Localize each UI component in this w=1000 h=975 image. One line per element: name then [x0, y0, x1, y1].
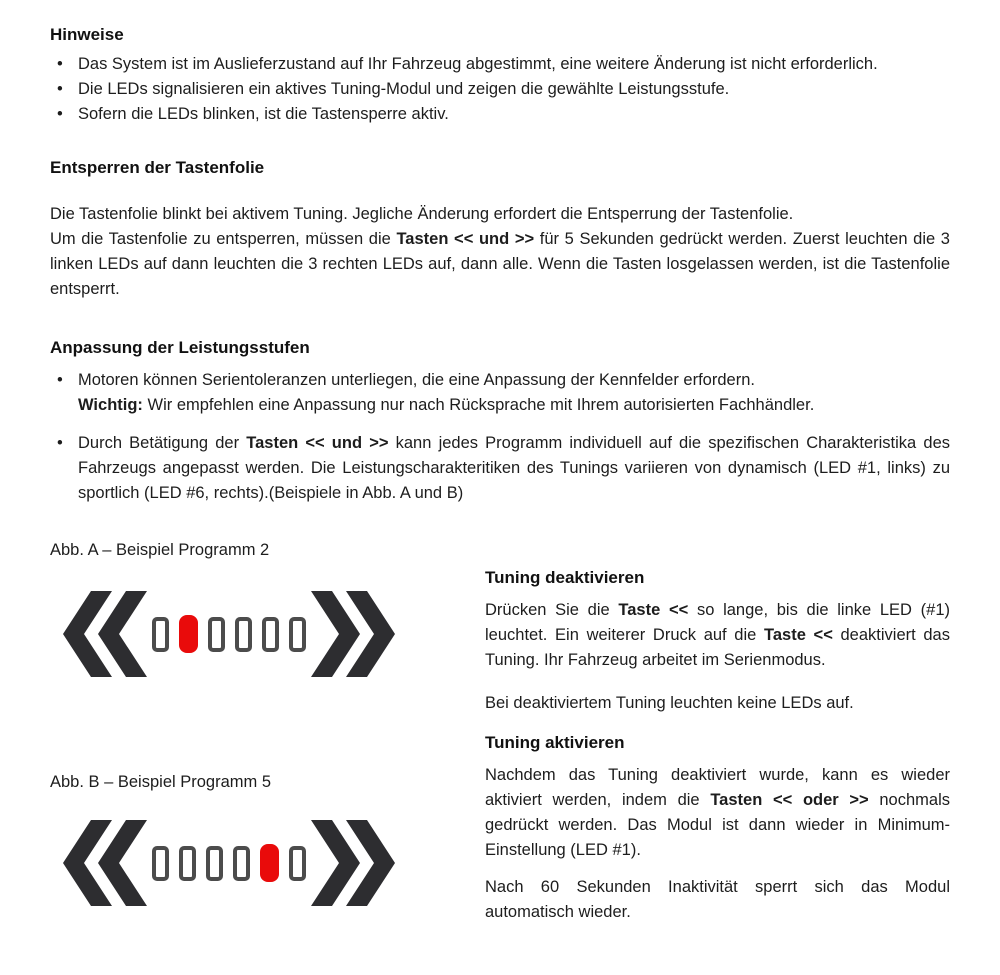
led-off	[208, 617, 225, 652]
section-title-tuning-deaktivieren: Tuning deaktivieren	[485, 568, 645, 587]
aktivieren-note: Nach 60 Sekunden Inaktivität sperrt sich das Modul automatisch wieder.	[485, 878, 950, 921]
led-active	[179, 615, 198, 653]
entsperren-body: Um die Tastenfolie zu entsperren, müssen die Tasten << und >> für 5 Sekunden gedrückt werden. Zuerst leuchten die 3 linken LEDs auf dann leuchten die 3 rechten LEDs auf, dann alle. Wenn die Tasten losgelassen werden, ist die Tastenfolie entsperrt.	[50, 230, 950, 298]
list-item	[50, 368, 950, 418]
list-item	[50, 52, 950, 77]
list-item	[50, 431, 950, 506]
deaktivieren-note: Bei deaktiviertem Tuning leuchten keine LEDs auf.	[485, 694, 854, 712]
figures-column	[50, 538, 485, 925]
anpassung-bullet1-line2: Wichtig: Wir empfehlen eine Anpassung nur nach Rücksprache mit Ihrem autorisierten Fachhändler.	[78, 396, 815, 414]
bullet-icon: •	[57, 80, 63, 98]
instructions-column	[485, 538, 950, 925]
led-off	[233, 846, 250, 881]
list-item-text: Sofern die LEDs blinken, ist die Tastensperre aktiv.	[78, 105, 449, 123]
section-title-entsperren: Entsperren der Tastenfolie	[50, 158, 265, 177]
led-indicator-a	[62, 591, 396, 677]
led-off	[262, 617, 279, 652]
led-off	[206, 846, 223, 881]
bullet-icon: •	[57, 105, 63, 123]
list-item-text: Durch Betätigung der Tasten << und >> kann jedes Programm individuell auf die spezifischen Charakteristika des Fahrzeugs angepasst werden. Die Leistungscharakteritiken des Tunings variieren von dynamisch (LED #1, links) zu sportlich (LED #6, rechts).(Beispiele in Abb. A und B)	[78, 434, 950, 502]
led-off	[289, 617, 306, 652]
figure-a-caption: Abb. A – Beispiel Programm 2	[50, 541, 270, 559]
anpassung-list	[50, 368, 950, 506]
led-row	[147, 591, 311, 677]
aktivieren-paragraph: Nachdem das Tuning deaktiviert wurde, kann es wieder aktiviert werden, indem die Tasten << oder >> nochmals gedrückt werden. Das Modul ist dann wieder in Minimum-Einstellung (LED #1).	[485, 766, 950, 859]
figures-and-instructions	[50, 538, 950, 925]
double-chevron-right-icon	[311, 820, 396, 906]
hinweise-list	[50, 52, 950, 127]
figure-b-caption: Abb. B – Beispiel Programm 5	[50, 773, 272, 791]
bullet-icon: •	[57, 371, 63, 389]
list-item-text	[78, 368, 950, 418]
double-chevron-left-icon	[62, 591, 147, 677]
anpassung-bullet1-line1: Motoren können Serientoleranzen unterliegen, die eine Anpassung der Kennfelder erfordern.	[78, 371, 755, 389]
list-item-text: Die LEDs signalisieren ein aktives Tuning-Modul und zeigen die gewählte Leistungsstufe.	[78, 80, 730, 98]
led-off	[289, 846, 306, 881]
led-off	[235, 617, 252, 652]
list-item	[50, 77, 950, 102]
led-off	[152, 617, 169, 652]
list-item-text: Das System ist im Auslieferzustand auf Ihr Fahrzeug abgestimmt, eine weitere Änderung ist nicht erforderlich.	[78, 55, 878, 73]
led-off	[179, 846, 196, 881]
section-title-tuning-aktivieren: Tuning aktivieren	[485, 733, 625, 752]
led-indicator-b	[62, 820, 396, 906]
list-item	[50, 102, 950, 127]
led-off	[152, 846, 169, 881]
section-title-anpassung: Anpassung der Leistungsstufen	[50, 338, 310, 357]
led-active	[260, 844, 279, 882]
led-row	[147, 820, 311, 906]
double-chevron-right-icon	[311, 591, 396, 677]
double-chevron-left-icon	[62, 820, 147, 906]
bullet-icon: •	[57, 55, 63, 73]
entsperren-intro: Die Tastenfolie blinkt bei aktivem Tuning. Jegliche Änderung erfordert die Entsperrung der Tastenfolie.	[50, 205, 794, 223]
bullet-icon: •	[57, 434, 63, 452]
deaktivieren-paragraph: Drücken Sie die Taste << so lange, bis die linke LED (#1) leuchtet. Ein weiterer Druck auf die Taste << deaktiviert das Tuning. Ihr Fahrzeug arbeitet im Serienmodus.	[485, 601, 951, 669]
section-title-hinweise: Hinweise	[50, 25, 124, 44]
